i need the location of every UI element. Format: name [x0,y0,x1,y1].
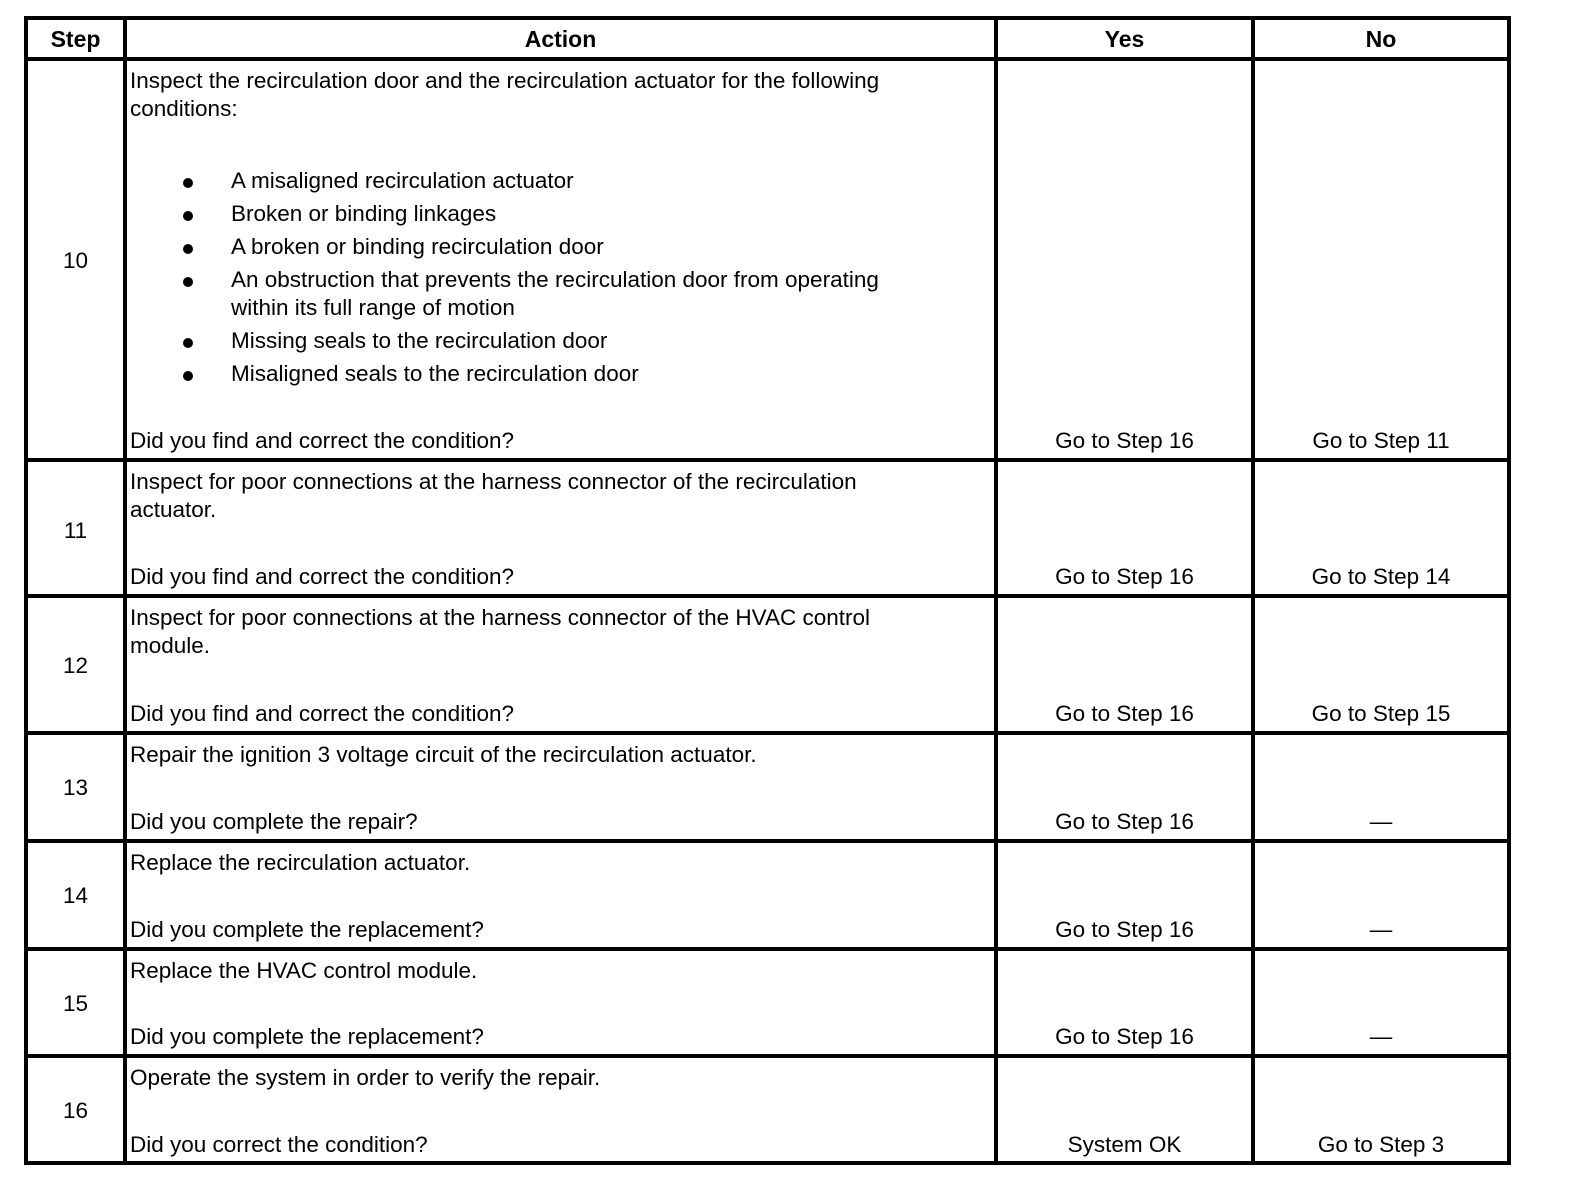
action-text: Replace the HVAC control module. [130,958,478,983]
condition-item: Misaligned seals to the recirculation door [231,361,639,386]
question-text: Did you find and correct the condition? [130,428,514,453]
question-text: Did you find and correct the condition? [130,564,514,589]
condition-item: Broken or binding linkages [231,201,497,226]
no-result: — [1369,809,1393,834]
no-result: — [1369,1024,1393,1049]
condition-item: An obstruction that prevents the recirculation door from operating [231,267,879,292]
bullet-icon [183,178,193,188]
yes-result: Go to Step 16 [1055,701,1194,726]
step-number: 11 [63,518,88,543]
yes-result: Go to Step 16 [1055,428,1194,453]
yes-result: Go to Step 16 [1055,809,1194,834]
question-text: Did you complete the replacement? [130,1024,484,1049]
header-step: Step [50,26,101,52]
question-text: Did you find and correct the condition? [130,701,514,726]
action-text: Repair the ignition 3 voltage circuit of the recirculation actuator. [130,742,757,767]
condition-item: A broken or binding recirculation door [231,234,604,259]
row-divider [28,1054,1507,1058]
no-result: Go to Step 15 [1311,701,1451,726]
condition-item: A misaligned recirculation actuator [231,168,574,193]
row-divider [28,947,1507,951]
condition-item: Missing seals to the recirculation door [231,328,608,353]
bullet-icon [183,338,193,348]
column-divider [123,20,127,1161]
action-text: Replace the recirculation actuator. [130,850,471,875]
step-number: 14 [62,883,89,908]
row-divider [28,594,1507,598]
row-divider [28,731,1507,735]
question-text: Did you complete the replacement? [130,917,484,942]
action-text: module. [130,633,211,658]
yes-result: System OK [1067,1132,1182,1157]
question-text: Did you complete the repair? [130,809,418,834]
condition-item-continued: within its full range of motion [231,295,515,320]
step-number: 15 [62,991,89,1016]
row-divider [28,839,1507,843]
step-number: 12 [62,653,89,678]
no-result: Go to Step 11 [1312,428,1450,453]
bullet-icon [183,244,193,254]
bullet-icon [183,277,193,287]
row-divider [28,458,1507,462]
no-result: Go to Step 3 [1317,1132,1445,1157]
question-text: Did you correct the condition? [130,1132,428,1157]
yes-result: Go to Step 16 [1055,564,1194,589]
action-text: Inspect for poor connections at the harness connector of the HVAC control [130,605,870,630]
action-text: conditions: [130,96,238,121]
step-number: 16 [62,1098,89,1123]
step-number: 13 [62,775,89,800]
header-no: No [1365,26,1397,52]
action-text: Operate the system in order to verify the repair. [130,1065,601,1090]
diagnostic-table [24,16,1511,1165]
no-result: Go to Step 14 [1311,564,1451,589]
no-result: — [1369,917,1393,942]
yes-result: Go to Step 16 [1055,917,1194,942]
bullet-icon [183,211,193,221]
step-number: 10 [62,248,89,273]
action-text: Inspect the recirculation door and the recirculation actuator for the following [130,68,880,93]
action-text: Inspect for poor connections at the harness connector of the recirculation [130,469,857,494]
action-text: actuator. [130,497,217,522]
bullet-icon [183,371,193,381]
header-yes: Yes [1104,26,1145,52]
header-action: Action [524,26,597,52]
yes-result: Go to Step 16 [1055,1024,1194,1049]
row-divider [28,57,1507,61]
